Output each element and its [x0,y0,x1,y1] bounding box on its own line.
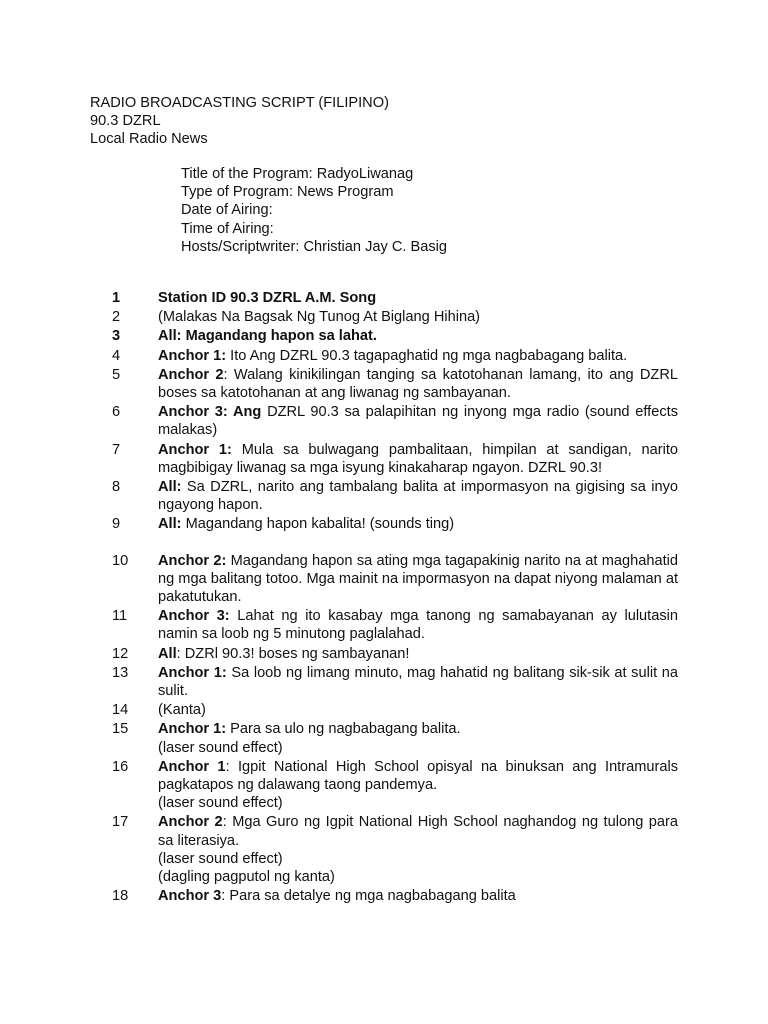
line-text [158,814,678,848]
speaker-label: All [158,645,177,662]
script-line [112,813,678,886]
dialogue-text: DZRL 90.3 sa palapihitan ng inyong mga radio (sound effects malakas) [158,404,679,439]
line-content [158,813,678,886]
airing-time: Time of Airing: [181,220,274,237]
dialogue-text: Magandang hapon sa ating mga tagapakinig narito na at maghahatid ng mga balitang totoo. Mga mainit na impormasyon na dapat niyong malaman at pakatutukan. [158,552,679,606]
speaker-label: Anchor 1: [158,441,232,458]
line-number: 5 [112,366,121,383]
speaker-label: All: [158,479,182,496]
line-number: 14 [112,702,129,719]
dialogue-text: (Malakas Na Bagsak Ng Tunog At Biglang Hihina) [158,309,481,326]
script-line [112,366,678,402]
line-content [158,645,678,663]
speaker-label: Anchor 3 [158,888,222,905]
dialogue-text: Para sa ulo ng nagbabagang balita. [226,721,461,738]
line-number: 3 [112,328,121,345]
line-number: 12 [112,645,129,662]
station-name: 90.3 DZRL [90,113,161,130]
line-number: 9 [112,516,121,533]
line-text [158,479,678,513]
line-text [158,702,206,718]
speaker-label: All: [158,516,182,533]
script-line [112,607,678,643]
speaker-label: Anchor 3: Ang [158,404,262,421]
line-content [158,403,678,439]
line-number: 15 [112,721,129,738]
dialogue-text: : Igpit National High School opisyal na binuksan ang Intramurals pagkatapos ng dalawang taong pandemya. [158,758,679,794]
speaker-label: Anchor 1: [158,721,227,738]
line-number: 1 [112,290,121,306]
line-content [158,887,678,905]
line-number: 16 [112,758,129,775]
script-line [112,515,678,533]
line-content [158,289,678,307]
speaker-label: Anchor 1: [158,347,227,364]
line-content [158,758,678,813]
speaker-label: Anchor 2 [158,814,223,831]
line-number: 7 [112,441,121,458]
hosts-scriptwriter: Hosts/Scriptwriter: Christian Jay C. Basig [181,238,448,255]
line-content [158,607,678,643]
line-text [158,553,678,605]
line-text [158,759,678,793]
line-number: 13 [112,664,129,681]
line-content [158,441,678,477]
dialogue-text: All: Magandang hapon sa lahat. [158,328,377,345]
script-title: RADIO BROADCASTING SCRIPT (FILIPINO) [90,95,389,111]
program-type: Type of Program: News Program [181,184,394,201]
line-text [158,309,480,325]
line-text [158,290,376,306]
line-content [158,478,678,514]
line-text [158,516,454,532]
dialogue-text: Mula sa bulwagang pambalitaan, himpilan at sandigan, narito magbibigay liwanag sa mga isyung kinakaharap ngayon. DZRL 90.3! [158,441,679,476]
dialogue-text: : Mga Guro ng Igpit National High School naghandog ng tulong para sa literasiya. [158,814,678,849]
script-line [112,347,678,365]
line-number: 11 [112,608,128,625]
dialogue-text: Station ID 90.3 DZRL A.M. Song [158,290,377,306]
script-line [112,441,678,477]
dialogue-text: : DZRl 90.3! boses ng sambayanan! [176,645,410,662]
speaker-label: Anchor 3: [158,608,230,625]
script-line [112,664,678,700]
line-text [158,404,678,438]
line-content [158,701,678,719]
sound-cue: (dagling pagputol ng kanta) [158,869,335,886]
line-number: 6 [112,404,121,421]
dialogue-text: Magandang hapon kabalita! (sounds ting) [181,516,455,533]
line-content [158,664,678,700]
speaker-label: Anchor 1: [158,664,227,681]
script-lines [112,289,678,907]
line-content [158,308,678,326]
line-content [158,366,678,402]
script-line [112,758,678,813]
line-number: 17 [112,814,129,831]
line-content [158,347,678,365]
line-text [158,665,678,699]
script-line [112,289,678,307]
line-text [158,608,678,642]
line-number: 2 [112,309,121,326]
dialogue-text: Sa loob ng limang minuto, mag hahatid ng balitang sik-sik at sulit na sulit. [158,664,679,700]
program-title: Title of the Program: RadyoLiwanag [181,166,414,182]
dialogue-text: : Para sa detalye ng mga nagbabagang balita [221,888,516,905]
script-line [112,403,678,439]
speaker-label: Anchor 2: [158,552,227,569]
speaker-label: Anchor 1 [158,758,226,775]
line-content [158,720,678,756]
line-number: 18 [112,888,129,905]
sound-cue: (laser sound effect) [158,739,283,756]
dialogue-text: : Walang kinikilingan tanging sa katotohanan lamang, ito ang DZRL boses sa katotohanan at ang liwanag ng sambayanan. [158,366,678,402]
line-content [158,327,678,345]
script-line [112,887,678,905]
line-number: 4 [112,347,121,364]
line-text [158,328,377,344]
line-text [158,442,678,476]
document-header [90,94,389,149]
line-content [158,552,678,607]
line-text [158,646,409,662]
line-number: 10 [112,552,129,569]
line-text [158,367,678,401]
script-line [112,645,678,663]
line-content [158,515,678,533]
dialogue-text: Lahat ng ito kasabay mga tanong ng samabayanan ay lulutasin namin sa loob ng 5 minutong paglalahad. [158,608,679,643]
line-text [158,721,461,737]
dialogue-text: Sa DZRL, narito ang tambalang balita at impormasyon na gigising sa inyo ngayong hapon. [158,479,678,514]
sound-cue: (laser sound effect) [158,795,283,812]
script-line [112,552,678,607]
script-line [112,720,678,756]
script-subtitle: Local Radio News [90,131,208,148]
line-number: 8 [112,479,121,496]
program-info [181,165,447,256]
speaker-label: Anchor 2 [158,366,224,383]
airing-date: Date of Airing: [181,202,273,219]
script-line [112,701,678,719]
script-line [112,327,678,345]
line-text [158,348,627,364]
sound-cue: (laser sound effect) [158,850,283,867]
dialogue-text: (Kanta) [158,702,206,719]
line-text [158,888,516,904]
dialogue-text: Ito Ang DZRL 90.3 tagapaghatid ng mga nagbabagang balita. [226,347,628,364]
script-line [112,308,678,326]
script-line [112,478,678,514]
